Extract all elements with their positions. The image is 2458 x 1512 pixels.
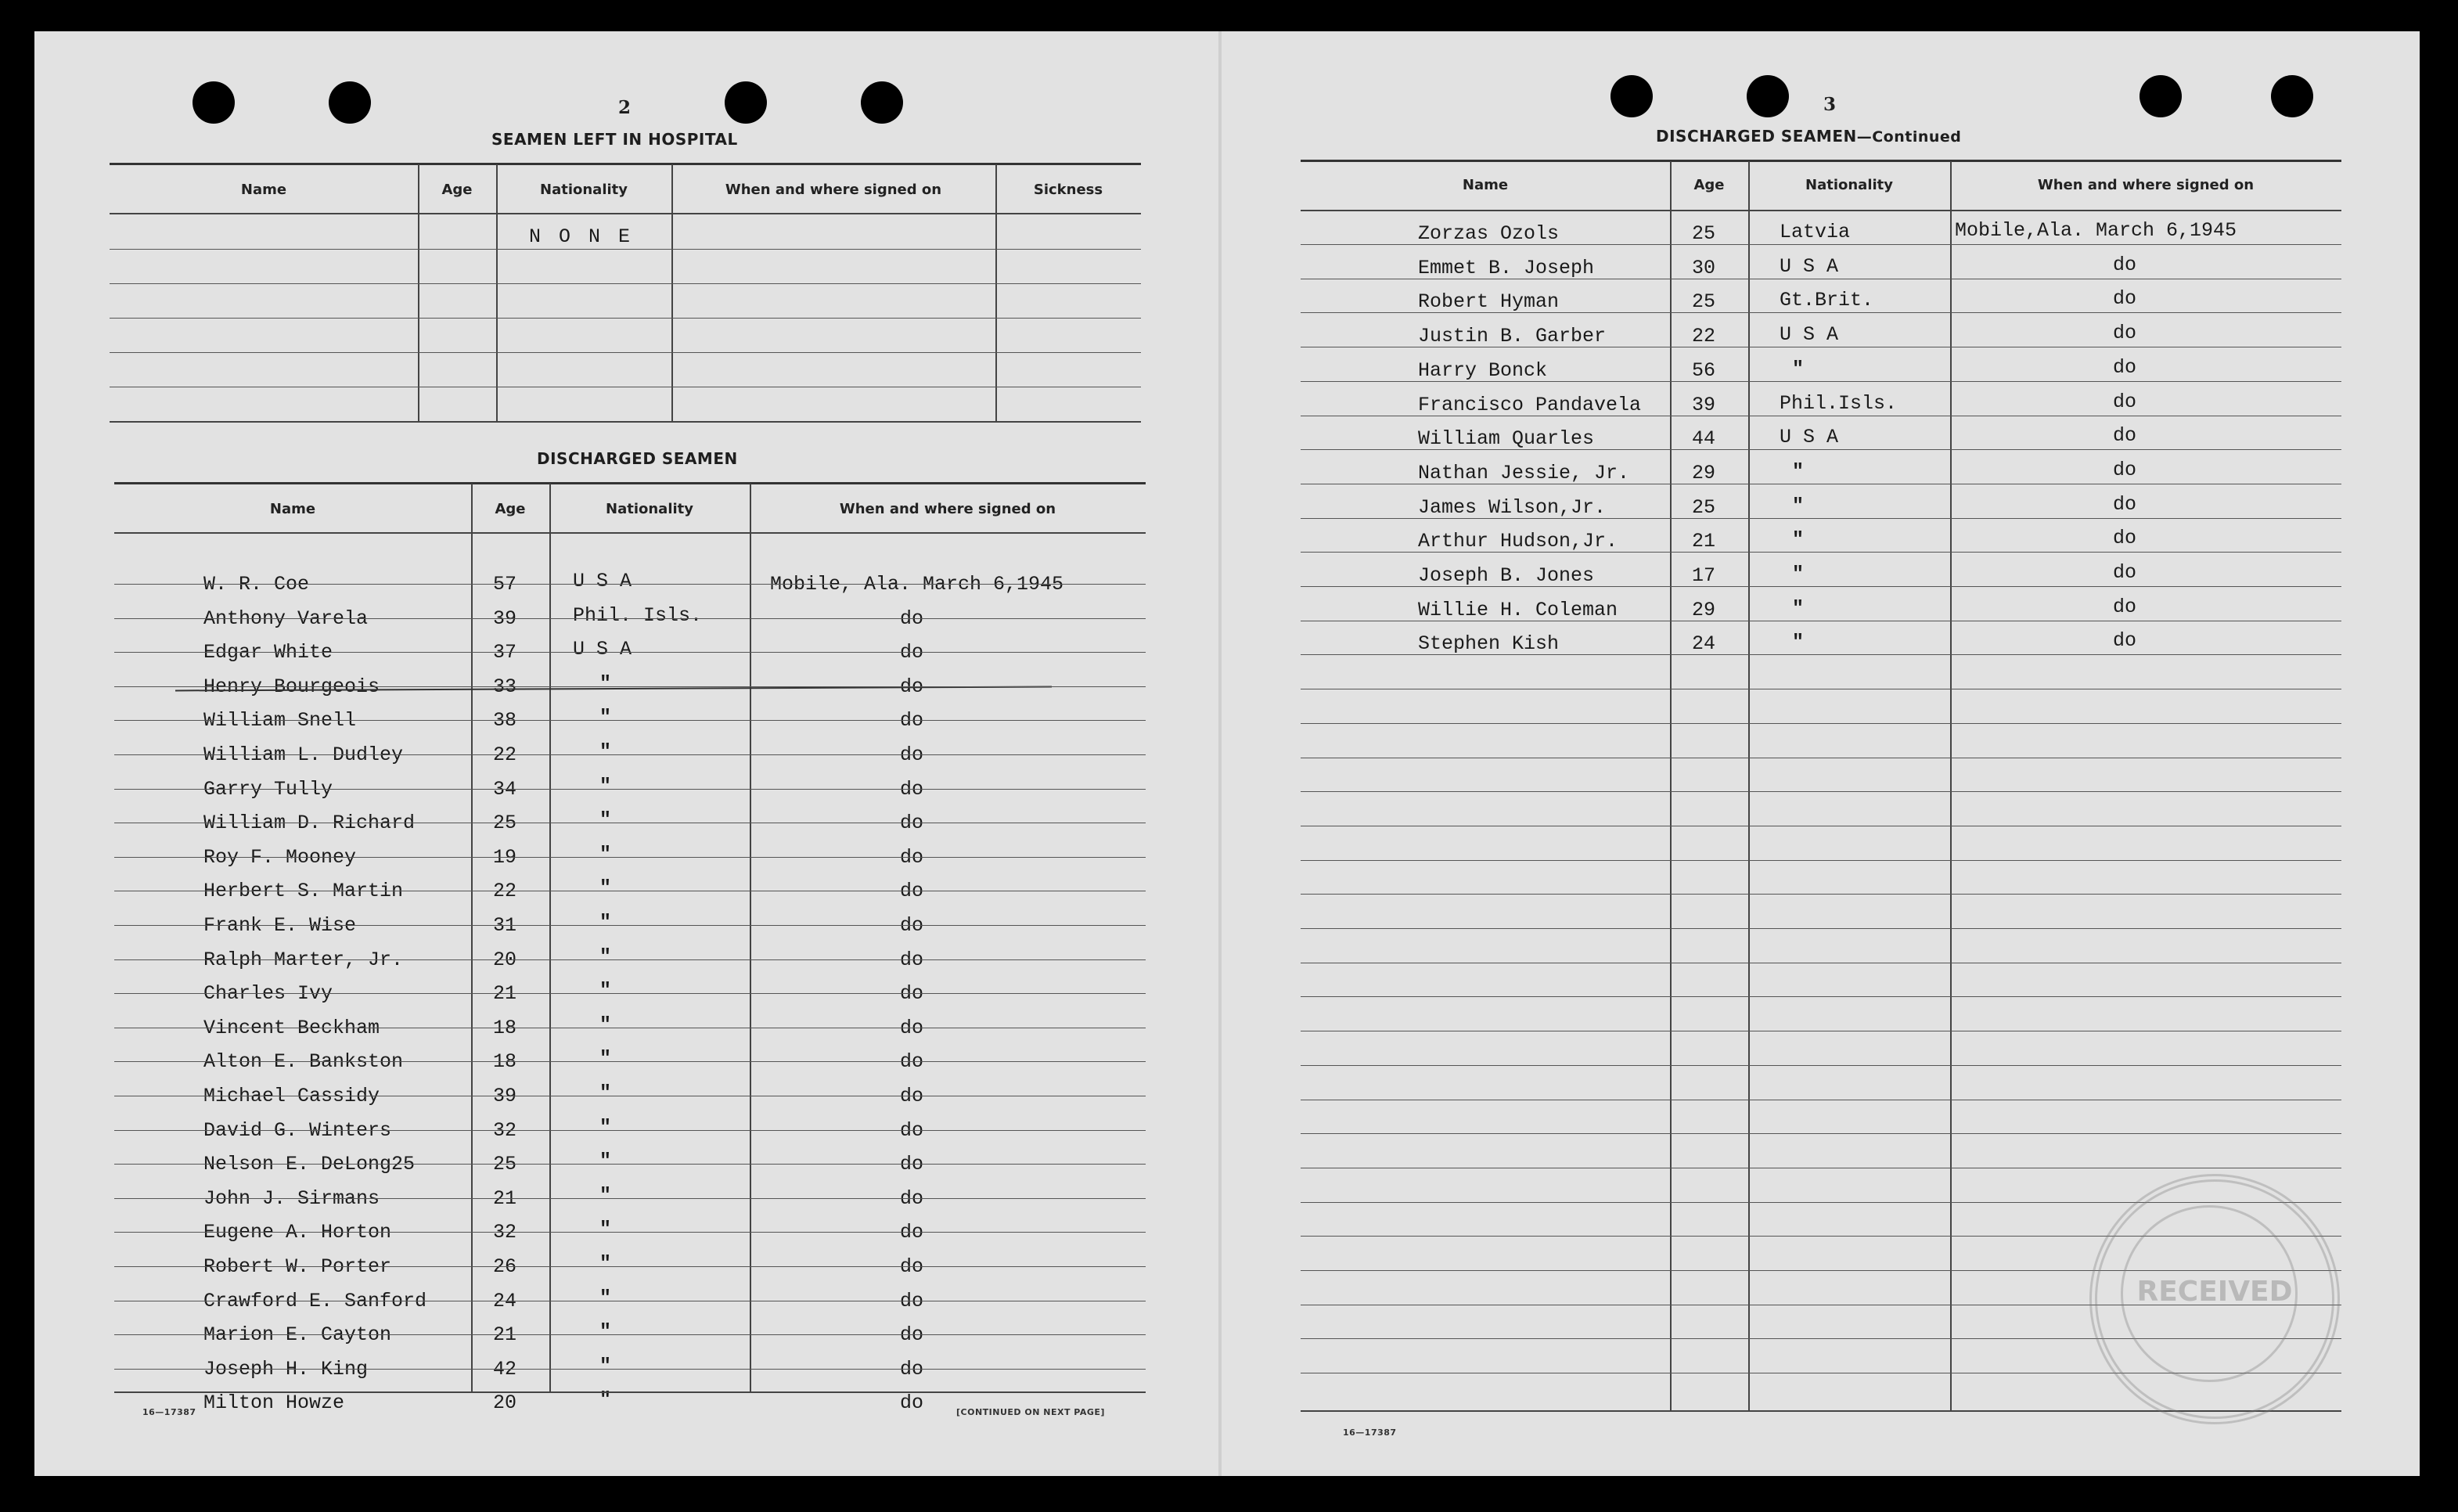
seaman-age: 39: [1692, 394, 1716, 416]
row-divider: [114, 959, 1146, 960]
row-divider: [114, 1232, 1146, 1233]
seaman-signed-on: do: [900, 1153, 924, 1175]
seaman-name: Joseph H. King: [203, 1358, 369, 1381]
seaman-name: Henry Bourgeois: [203, 675, 380, 698]
seaman-name: Stephen Kish: [1418, 632, 1560, 655]
seaman-signed-on: do: [2113, 391, 2137, 413]
seaman-age: 20: [493, 949, 517, 971]
seaman-signed-on: do: [2113, 322, 2137, 344]
seaman-nationality: ": [599, 1320, 612, 1343]
seaman-age: 21: [1692, 530, 1716, 553]
seaman-signed-on: do: [900, 675, 924, 698]
seaman-name: W. R. Coe: [203, 573, 310, 596]
seaman-age: 26: [493, 1255, 517, 1278]
discharged-section-title: DISCHARGED SEAMEN: [537, 449, 738, 468]
seaman-signed-on: do: [900, 846, 924, 869]
seaman-age: 25: [493, 812, 517, 834]
page-number: 2: [618, 97, 632, 118]
seaman-age: 25: [1692, 496, 1716, 519]
seaman-nationality: ": [1792, 597, 1805, 620]
seaman-nationality: Phil.Isls.: [1780, 392, 1898, 415]
seaman-nationality: U S A: [1780, 426, 1839, 448]
punch-hole: [861, 81, 903, 124]
seaman-nationality: ": [1792, 358, 1805, 380]
left-page: [34, 31, 1221, 1476]
seaman-name: William D. Richard: [203, 812, 416, 834]
seaman-signed-on: do: [2113, 629, 2137, 652]
seaman-name: Zorzas Ozols: [1418, 222, 1560, 245]
seaman-nationality: ": [599, 877, 612, 899]
seaman-signed-on: do: [900, 914, 924, 937]
seaman-name: Roy F. Mooney: [203, 846, 357, 869]
seaman-nationality: ": [599, 775, 612, 797]
column-header-nationality: Nationality: [540, 182, 628, 198]
seaman-signed-on: do: [2113, 596, 2137, 618]
seaman-age: 38: [493, 709, 517, 732]
seaman-age: 25: [1692, 290, 1716, 313]
seaman-age: 19: [493, 846, 517, 869]
row-divider: [114, 1061, 1146, 1062]
seaman-age: 21: [493, 1187, 517, 1210]
seaman-signed-on: do: [2113, 493, 2137, 516]
document-sheet: [34, 31, 2420, 1476]
seaman-name: William L. Dudley: [203, 743, 404, 766]
seaman-name: James Wilson,Jr.: [1418, 496, 1607, 519]
seaman-name: Garry Tully: [203, 778, 333, 801]
seaman-nationality: ": [599, 706, 612, 729]
column-header-nationality: Nationality: [1805, 177, 1893, 193]
seaman-name: Arthur Hudson,Jr.: [1418, 530, 1618, 553]
punch-hole: [329, 81, 371, 124]
column-header-signed-on: When and where signed on: [725, 182, 942, 198]
seaman-name: Frank E. Wise: [203, 914, 357, 937]
seaman-age: 30: [1692, 257, 1716, 279]
row-divider: [1301, 996, 2341, 997]
row-divider: [114, 754, 1146, 755]
seaman-nationality: ": [599, 843, 612, 866]
seaman-signed-on: do: [900, 1050, 924, 1073]
seaman-nationality: ": [1792, 460, 1805, 483]
seaman-name: Ralph Marter, Jr.: [203, 949, 404, 971]
seaman-nationality: ": [599, 945, 612, 968]
seaman-nationality: ": [1792, 495, 1805, 517]
hospital-section-title: SEAMEN LEFT IN HOSPITAL: [491, 130, 738, 149]
column-header-name: Name: [240, 182, 287, 198]
seaman-signed-on: do: [2113, 424, 2137, 447]
hospital-none-entry: N O N E: [529, 225, 634, 248]
seaman-signed-on: do: [2113, 254, 2137, 276]
seaman-name: John J. Sirmans: [203, 1187, 380, 1210]
stamp-text: RECEIVED: [2136, 1276, 2293, 1308]
seaman-name: Edgar White: [203, 641, 333, 664]
seaman-nationality: ": [599, 1252, 612, 1275]
seaman-signed-on: do: [900, 743, 924, 766]
seaman-age: 33: [493, 675, 517, 698]
punch-hole: [1610, 75, 1653, 117]
seaman-signed-on: do: [900, 982, 924, 1005]
seaman-signed-on: do: [900, 1119, 924, 1142]
right-page: [1221, 31, 2420, 1476]
seaman-signed-on: do: [2113, 356, 2137, 379]
row-divider: [114, 857, 1146, 858]
punch-hole: [1747, 75, 1789, 117]
row-divider: [114, 652, 1146, 653]
seaman-nationality: ": [599, 1355, 612, 1377]
seaman-name: Francisco Pandavela: [1418, 394, 1642, 416]
row-divider: [114, 686, 1146, 687]
seaman-name: Herbert S. Martin: [203, 880, 404, 902]
received-stamp: [2089, 1174, 2340, 1424]
seaman-name: Nelson E. DeLong25: [203, 1153, 416, 1175]
seaman-signed-on: do: [2113, 561, 2137, 584]
punch-hole: [193, 81, 235, 124]
row-divider: [1301, 928, 2341, 929]
seaman-age: 29: [1692, 462, 1716, 484]
seaman-age: 29: [1692, 599, 1716, 621]
seaman-age: 21: [493, 982, 517, 1005]
seaman-age: 24: [1692, 632, 1716, 655]
seaman-signed-on: do: [2113, 459, 2137, 481]
seaman-nationality: ": [599, 1218, 612, 1240]
seaman-nationality: U S A: [573, 570, 632, 592]
column-header-signed-on: When and where signed on: [2037, 177, 2255, 193]
seaman-signed-on: Mobile, Ala. March 6,1945: [770, 573, 1064, 596]
seaman-age: 22: [1692, 325, 1716, 347]
column-header-age: Age: [1693, 177, 1725, 193]
seaman-nationality: ": [599, 1287, 612, 1309]
seaman-age: 21: [493, 1323, 517, 1346]
punch-hole: [2271, 75, 2313, 117]
section-title-suffix: —Continued: [1856, 128, 1962, 146]
seaman-signed-on: do: [900, 1085, 924, 1107]
seaman-nationality: ": [599, 1184, 612, 1207]
seaman-name: Alton E. Bankston: [203, 1050, 404, 1073]
seaman-signed-on: do: [900, 1017, 924, 1039]
seaman-name: Willie H. Coleman: [1418, 599, 1618, 621]
seaman-name: William Snell: [203, 709, 357, 732]
column-header-age: Age: [495, 501, 526, 517]
seaman-name: Milton Howze: [203, 1391, 345, 1414]
seaman-signed-on: do: [900, 1358, 924, 1381]
seaman-age: 37: [493, 641, 517, 664]
seaman-age: 25: [493, 1153, 517, 1175]
row-divider: [114, 1164, 1146, 1165]
continued-note: [CONTINUED ON NEXT PAGE]: [956, 1407, 1105, 1417]
seaman-name: William Quarles: [1418, 427, 1595, 450]
row-divider: [1301, 860, 2341, 861]
seaman-name: Joseph B. Jones: [1418, 564, 1595, 587]
seaman-nationality: ": [599, 1047, 612, 1070]
seaman-age: 32: [493, 1119, 517, 1142]
seaman-age: 44: [1692, 427, 1716, 450]
row-divider: [1301, 723, 2341, 724]
seaman-nationality: U S A: [1780, 323, 1839, 346]
row-divider: [114, 1130, 1146, 1131]
seaman-age: 22: [493, 880, 517, 902]
column-header-name: Name: [269, 501, 316, 517]
page-number: 3: [1823, 94, 1837, 115]
row-divider: [114, 1369, 1146, 1370]
seaman-name: Eugene A. Horton: [203, 1221, 392, 1244]
seaman-age: 20: [493, 1391, 517, 1414]
seaman-age: 22: [493, 743, 517, 766]
row-divider: [114, 720, 1146, 721]
punch-hole: [725, 81, 767, 124]
seaman-age: 32: [493, 1221, 517, 1244]
seaman-name: Harry Bonck: [1418, 359, 1548, 382]
seaman-signed-on: do: [900, 1391, 924, 1414]
seaman-age: 18: [493, 1017, 517, 1039]
row-divider: [114, 1334, 1146, 1335]
seaman-age: 24: [493, 1290, 517, 1312]
seaman-nationality: ": [599, 1116, 612, 1139]
seaman-nationality: ": [599, 808, 612, 831]
seaman-age: 56: [1692, 359, 1716, 382]
seaman-signed-on: do: [900, 709, 924, 732]
row-divider: [1301, 1133, 2341, 1134]
seaman-nationality: ": [599, 740, 612, 763]
seaman-signed-on: do: [900, 1221, 924, 1244]
seaman-age: 17: [1692, 564, 1716, 587]
seaman-signed-on: do: [2113, 287, 2137, 310]
column-header-age: Age: [441, 182, 473, 198]
seaman-age: 57: [493, 573, 517, 596]
seaman-signed-on: do: [900, 607, 924, 630]
seaman-nationality: Phil. Isls.: [573, 604, 703, 627]
section-title-main: DISCHARGED SEAMEN: [1656, 127, 1857, 146]
form-number: 16—17387: [1343, 1427, 1397, 1438]
row-divider: [114, 993, 1146, 994]
column-header-nationality: Nationality: [606, 501, 693, 517]
seaman-signed-on: do: [900, 880, 924, 902]
row-divider: [114, 584, 1146, 585]
seaman-signed-on: Mobile,Ala. March 6,1945: [1955, 219, 2237, 242]
seaman-signed-on: do: [900, 641, 924, 664]
row-divider: [114, 1198, 1146, 1199]
column-header-signed-on: When and where signed on: [839, 501, 1056, 517]
seaman-signed-on: do: [900, 812, 924, 834]
seaman-nationality: U S A: [1780, 255, 1839, 278]
seaman-age: 42: [493, 1358, 517, 1381]
seaman-nationality: ": [599, 979, 612, 1002]
seaman-signed-on: do: [2113, 527, 2137, 549]
discharged-continued-title: [1656, 127, 1961, 146]
seaman-nationality: ": [1792, 528, 1805, 551]
seaman-nationality: ": [599, 672, 612, 695]
form-number: 16—17387: [142, 1407, 196, 1417]
row-divider: [114, 925, 1146, 926]
seaman-nationality: ": [599, 911, 612, 934]
row-divider: [1301, 894, 2341, 895]
row-divider: [1301, 791, 2341, 792]
seaman-name: Robert W. Porter: [203, 1255, 392, 1278]
row-divider: [114, 1266, 1146, 1267]
seaman-nationality: U S A: [573, 638, 632, 661]
seaman-name: Charles Ivy: [203, 982, 333, 1005]
seaman-signed-on: do: [900, 949, 924, 971]
seaman-nationality: ": [1792, 563, 1805, 585]
column-header-sickness: Sickness: [1033, 182, 1103, 198]
seaman-name: Michael Cassidy: [203, 1085, 380, 1107]
seaman-nationality: ": [1792, 631, 1805, 653]
seaman-nationality: Gt.Brit.: [1780, 289, 1874, 311]
seaman-name: Crawford E. Sanford: [203, 1290, 427, 1312]
column-header-name: Name: [1462, 177, 1509, 193]
row-divider: [114, 618, 1146, 619]
seaman-nationality: ": [599, 1013, 612, 1036]
seaman-name: Anthony Varela: [203, 607, 369, 630]
seaman-name: Justin B. Garber: [1418, 325, 1607, 347]
seaman-signed-on: do: [900, 1323, 924, 1346]
seaman-age: 34: [493, 778, 517, 801]
seaman-signed-on: do: [900, 1187, 924, 1210]
seaman-age: 39: [493, 1085, 517, 1107]
seaman-signed-on: do: [900, 1290, 924, 1312]
seaman-age: 18: [493, 1050, 517, 1073]
seaman-age: 31: [493, 914, 517, 937]
seaman-name: Emmet B. Joseph: [1418, 257, 1595, 279]
seaman-name: Nathan Jessie, Jr.: [1418, 462, 1630, 484]
seaman-nationality: ": [599, 1082, 612, 1104]
seaman-name: David G. Winters: [203, 1119, 392, 1142]
seaman-name: Marion E. Cayton: [203, 1323, 392, 1346]
seaman-nationality: ": [599, 1388, 612, 1411]
seaman-signed-on: do: [900, 778, 924, 801]
row-divider: [1301, 1065, 2341, 1066]
seaman-age: 39: [493, 607, 517, 630]
seaman-age: 25: [1692, 222, 1716, 245]
seaman-name: Robert Hyman: [1418, 290, 1560, 313]
seaman-signed-on: do: [900, 1255, 924, 1278]
row-divider: [114, 789, 1146, 790]
seaman-name: Vincent Beckham: [203, 1017, 380, 1039]
seaman-nationality: ": [599, 1150, 612, 1172]
seaman-nationality: Latvia: [1780, 221, 1851, 243]
punch-hole: [2140, 75, 2182, 117]
